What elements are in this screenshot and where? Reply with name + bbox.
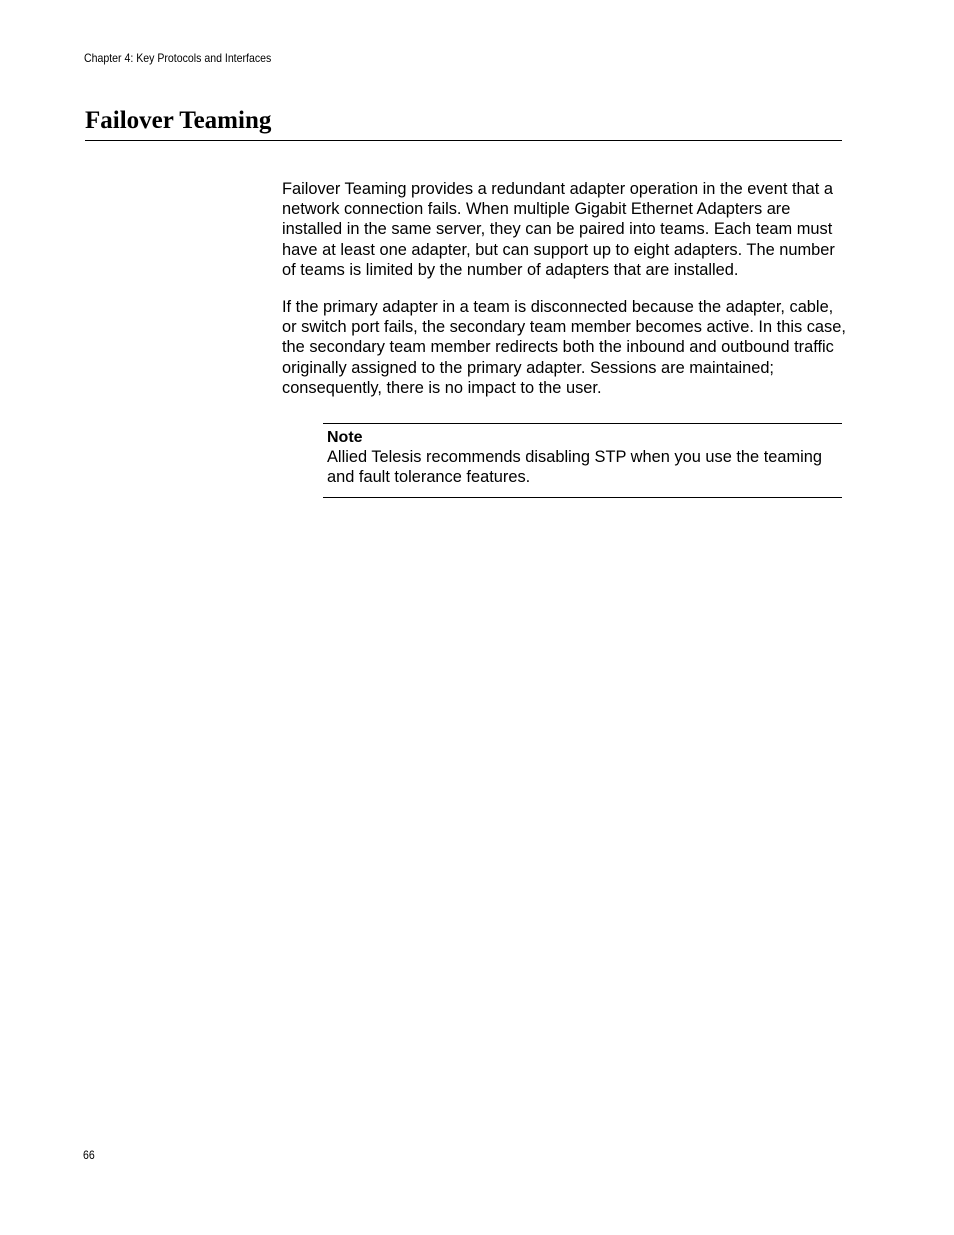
note-title: Note <box>327 429 363 446</box>
body-paragraph-2: If the primary adapter in a team is disconnected because the adapter, cable, or switch port fails, the secondary team member becomes active. In this case, the secondary team member redirects both the inbound and outbound traffic originally assigned to the primary adapter. Sessions are maintained; consequently, there is no impact to the user. <box>282 298 846 397</box>
running-header: Chapter 4: Key Protocols and Interfaces <box>84 51 272 65</box>
page-number: 66 <box>83 1148 95 1162</box>
section-title: Failover Teaming <box>85 107 272 134</box>
body-paragraph-1: Failover Teaming provides a redundant adapter operation in the event that a network connection fails. When multiple Gigabit Ethernet Adapters are installed in the same server, they can be paired into teams. Each team must have at least one adapter, but can support up to eight adapters. The number of teams is limited by the number of adapters that are installed. <box>282 180 835 279</box>
title-rule <box>85 140 842 141</box>
note-text: Allied Telesis recommends disabling STP when you use the teaming and fault tolerance features. <box>327 448 823 487</box>
note-box <box>323 423 842 498</box>
